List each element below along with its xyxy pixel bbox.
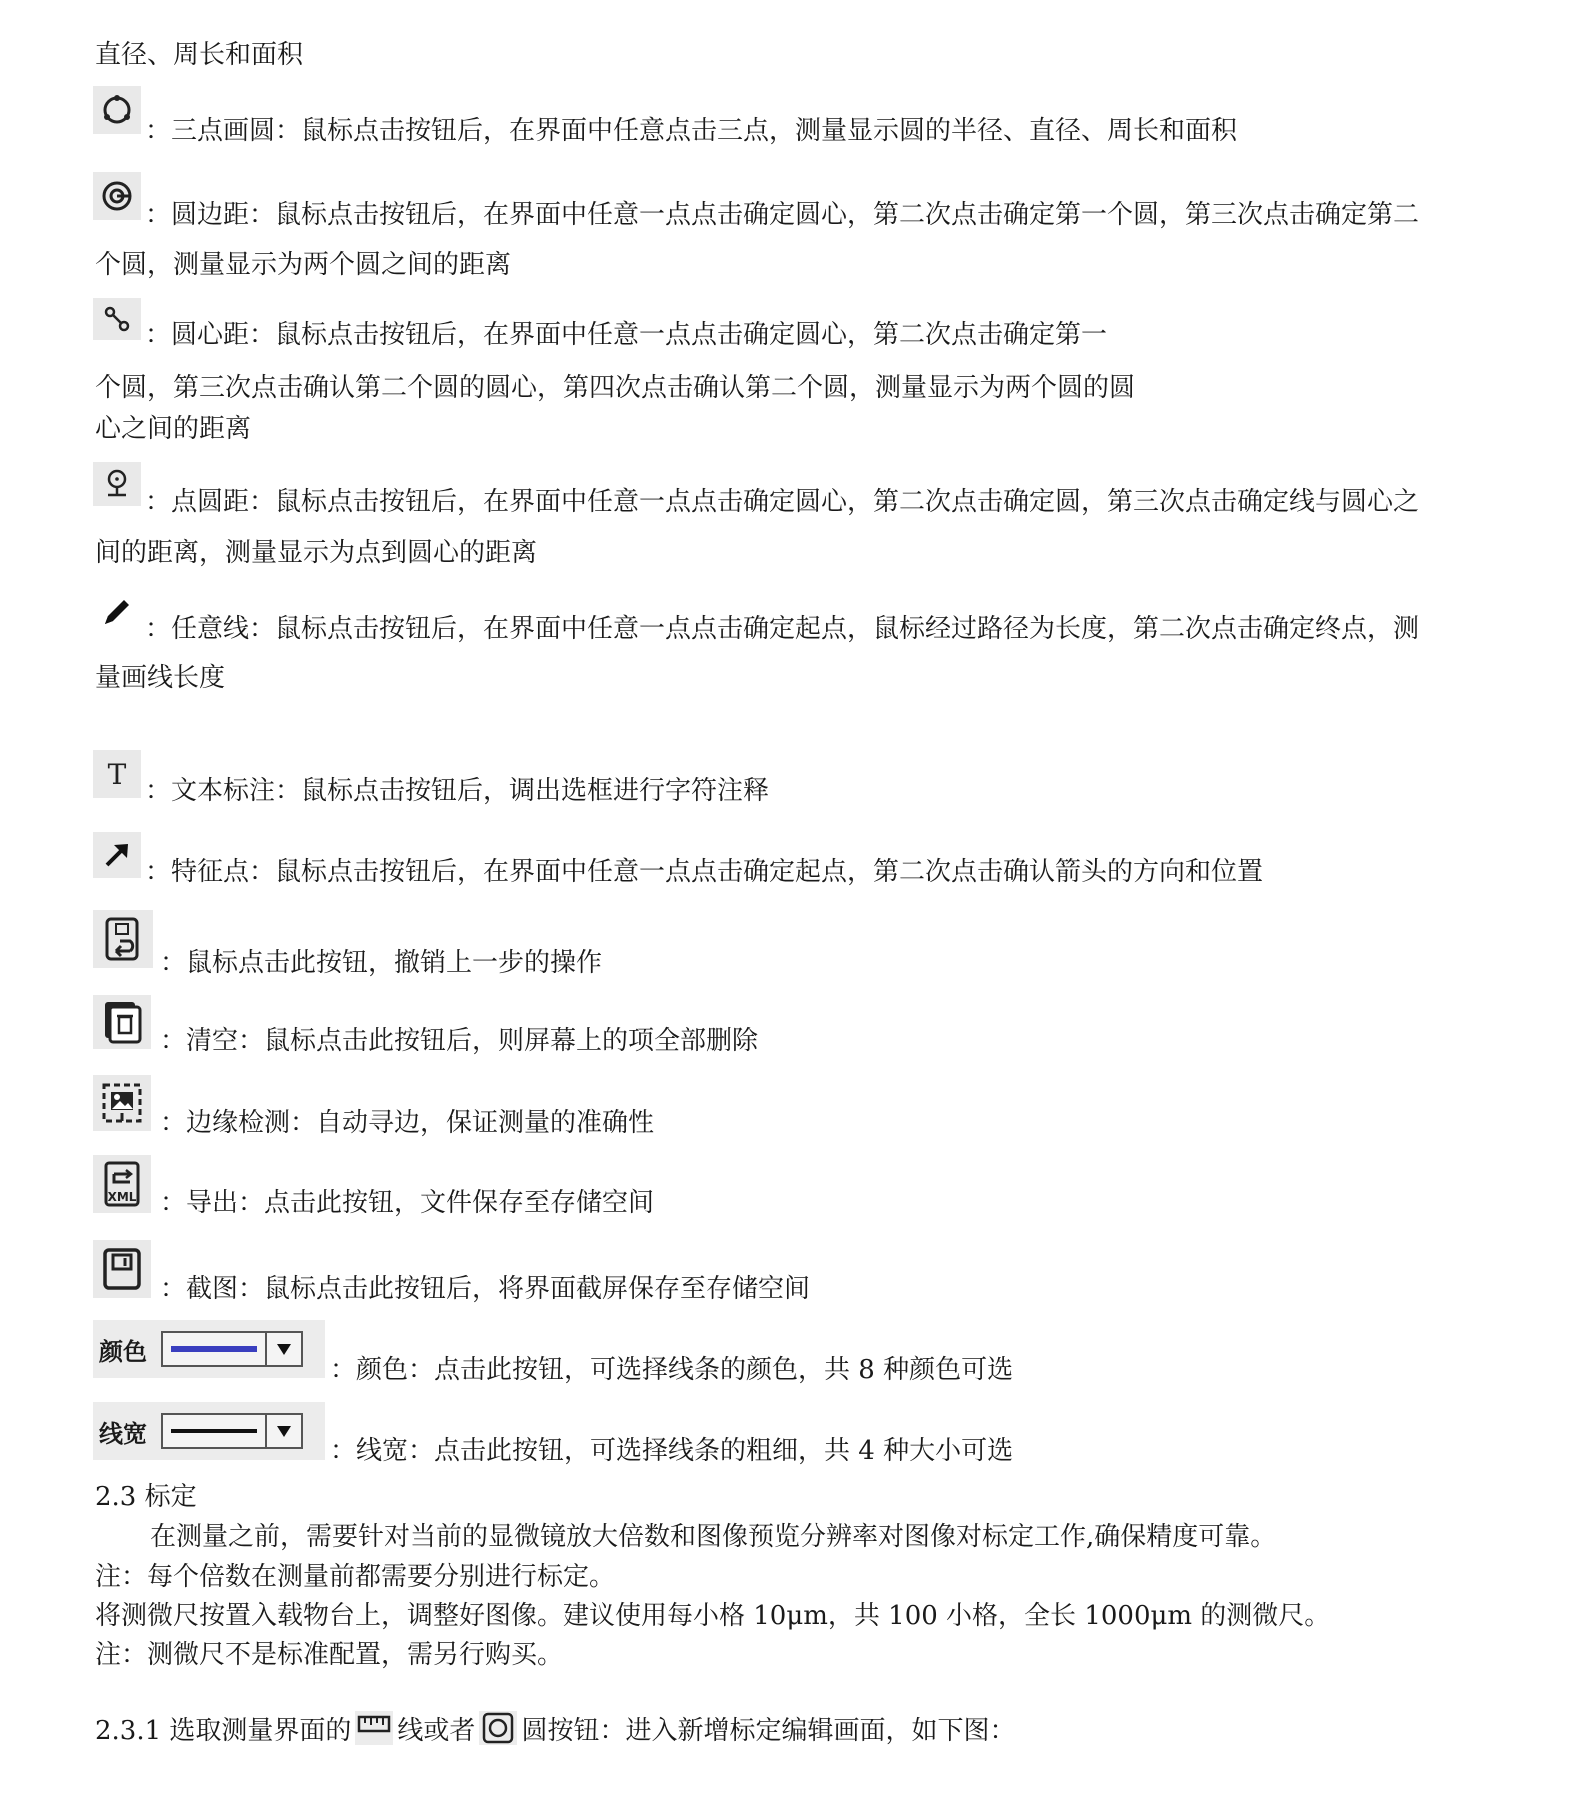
- undo-desc: ：鼠标点击此按钮，撤销上一步的操作: [160, 948, 603, 978]
- circle-edge-distance-desc: ：圆边距：鼠标点击按钮后，在界面中任意一点点击确定圆心，第二次点击确定第一个圆，第三次点击确定第二: [145, 200, 1420, 230]
- three-point-circle-desc: ：三点画圆：鼠标点击按钮后，在界面中任意点击三点，测量显示圆的半径、直径、周长和面积: [145, 116, 1238, 146]
- subsection-line: [95, 1711, 1015, 1748]
- text-line: 个圆，测量显示为两个圆之间的距离: [95, 250, 512, 280]
- paragraph: 将测微尺按置入载物台上，调整好图像。建议使用每小格 10μm，共 100 小格，全长 1000μm 的测微尺。: [95, 1601, 1331, 1631]
- section-heading: 2.3 标定: [95, 1482, 197, 1512]
- clear-icon[interactable]: [93, 995, 151, 1049]
- freehand-line-icon[interactable]: [93, 588, 141, 636]
- color-swatch: [171, 1346, 257, 1352]
- dropdown-arrow-icon[interactable]: [265, 1333, 301, 1365]
- dropdown-arrow-icon[interactable]: [265, 1415, 301, 1447]
- line-width-swatch: [171, 1429, 257, 1433]
- edge-detect-icon[interactable]: [93, 1075, 151, 1131]
- screenshot-save-icon[interactable]: [93, 1240, 151, 1298]
- line-width-label: 线宽: [99, 1419, 147, 1448]
- subsection-text-b: 线或者: [397, 1716, 476, 1746]
- feature-point-desc: ：特征点：鼠标点击按钮后，在界面中任意一点点击确定起点，第二次点击确认箭头的方向和位置: [145, 857, 1264, 887]
- line-width-desc: ：线宽：点击此按钮，可选择线条的粗细，共 4 种大小可选: [330, 1436, 1014, 1466]
- line-width-selector[interactable]: [93, 1402, 325, 1460]
- freehand-line-desc: ：任意线：鼠标点击按钮后，在界面中任意一点点击确定起点，鼠标经过路径为长度，第二次点击确定终点，测: [145, 614, 1420, 644]
- export-xml-icon[interactable]: [93, 1155, 151, 1213]
- export-desc: ：导出：点击此按钮，文件保存至存储空间: [160, 1188, 655, 1218]
- note: 注：测微尺不是标准配置，需另行购买。: [95, 1640, 564, 1670]
- text-annotation-desc: ：文本标注：鼠标点击按钮后，调出选框进行字符注释: [145, 776, 770, 806]
- text-line: 直径、周长和面积: [95, 40, 304, 70]
- point-circle-distance-desc: ：点圆距：鼠标点击按钮后，在界面中任意一点点击确定圆心，第二次点击确定圆，第三次点击确定线与圆心之: [145, 487, 1420, 517]
- line-calibration-icon[interactable]: [355, 1711, 393, 1745]
- text-annotation-icon[interactable]: [93, 750, 141, 798]
- three-point-circle-icon[interactable]: [93, 86, 141, 134]
- clear-desc: ：清空：鼠标点击此按钮后，则屏幕上的项全部删除: [160, 1026, 759, 1056]
- subsection-text-a: 2.3.1 选取测量界面的: [95, 1716, 352, 1746]
- center-distance-icon[interactable]: [93, 298, 141, 340]
- color-combo[interactable]: [161, 1331, 303, 1367]
- feature-point-arrow-icon[interactable]: [93, 832, 141, 878]
- svg-text:XML: XML: [107, 1190, 137, 1204]
- text-line: 心之间的距离: [95, 414, 252, 444]
- circle-calibration-icon[interactable]: [479, 1711, 517, 1745]
- text-line: 个圆，第三次点击确认第二个圆的圆心，第四次点击确认第二个圆，测量显示为两个圆的圆: [95, 373, 1136, 403]
- point-circle-distance-icon[interactable]: [93, 462, 141, 506]
- color-label: 颜色: [99, 1337, 147, 1366]
- text-line: 间的距离，测量显示为点到圆心的距离: [95, 538, 538, 568]
- color-selector[interactable]: [93, 1320, 325, 1378]
- line-width-combo[interactable]: [161, 1413, 303, 1449]
- circle-edge-distance-icon[interactable]: [93, 172, 141, 220]
- svg-text:T: T: [107, 758, 127, 791]
- text-line: 量画线长度: [95, 663, 226, 693]
- note: 注：每个倍数在测量前都需要分别进行标定。: [95, 1562, 616, 1592]
- center-distance-desc: ：圆心距：鼠标点击按钮后，在界面中任意一点点击确定圆心，第二次点击确定第一: [145, 320, 1108, 350]
- paragraph: 在测量之前，需要针对当前的显微镜放大倍数和图像预览分辨率对图像对标定工作,确保精度可靠。: [150, 1522, 1277, 1552]
- color-desc: ：颜色：点击此按钮，可选择线条的颜色，共 8 种颜色可选: [330, 1355, 1014, 1385]
- subsection-text-c: 圆按钮：进入新增标定编辑画面，如下图：: [521, 1716, 1016, 1746]
- edge-detect-desc: ：边缘检测：自动寻边，保证测量的准确性: [160, 1108, 655, 1138]
- undo-icon[interactable]: [93, 910, 153, 968]
- screenshot-desc: ：截图：鼠标点击此按钮后，将界面截屏保存至存储空间: [160, 1274, 811, 1304]
